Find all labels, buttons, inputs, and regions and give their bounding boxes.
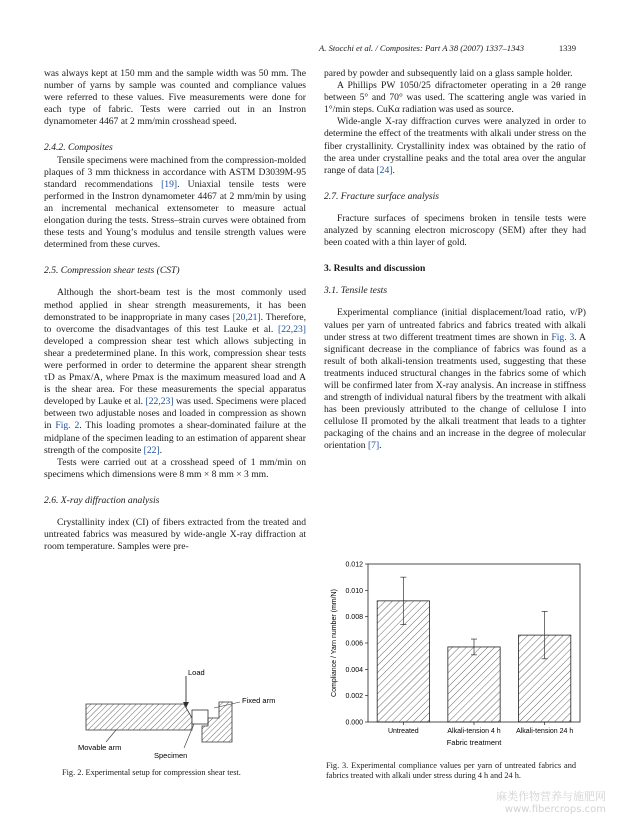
x-tick-label: Alkali-tension 24 h [516, 728, 574, 735]
running-title: A. Stocchi et al. / Composites: Part A 38 (2007) 1337–1343 [319, 43, 524, 53]
bar [448, 647, 500, 722]
left-column [44, 68, 306, 553]
paragraph-intro: was always kept at 150 mm and the sample width was 50 mm. The number of yarns by sample was counted and compliance values were referred to these values. Five measurements were done for each type of fabric. Tests were carried out in an Instron dynamometer 4467 at 2 mm/min crosshead speed. [44, 68, 306, 128]
compression-shear-diagram [44, 666, 306, 766]
paragraph-tensile: Experimental compliance (initial displacement/load ratio, v/P) values per yarn of untreated fabrics and fabrics treated with alkali under stress at two different treatment times are shown in Fig. 3. A significant decrease in the compliance of fabrics was found as a result of both alkali-tension treatments used, suggesting that these treatments induced structural changes in the fabrics some of which will be confirmed later from X-ray analysis. An increase in stiffness and strength of individual natural fibers by the treatment with alkali has been previously attributed to the change of cellulose I into cellulose II promoted by the alkali treatment that leads to a tighter packaging of the chains and an increase in the degree of molecular orientation [7]. [324, 307, 586, 452]
y-tick-label: 0.008 [345, 614, 363, 622]
citation-link[interactable]: [19] [161, 178, 178, 190]
y-tick-label: 0.006 [345, 640, 363, 648]
x-axis-label: Fabric treatment [446, 738, 502, 747]
label-fixed-arm: Fixed arm [242, 696, 276, 705]
page-number: 1339 [558, 43, 576, 53]
section-3-heading: 3. Results and discussion [324, 263, 426, 275]
y-tick-label: 0.000 [345, 719, 363, 727]
specimen-shape [192, 710, 208, 724]
y-tick-label: 0.012 [345, 561, 363, 569]
section-3-1-heading: 3.1. Tensile tests [324, 285, 388, 297]
paragraph-cst: Although the short-beam test is the most commonly used method applied in shear strength measurements, it has been demonstrated to be inappropriate in many cases [20,21]. Therefore, to overcome the disadvantages of this test Lauke et al. [22,23] developed a compression shear test which allows subjecting in shear a predetermined plane. In this work, compression shear tests were performed in order to determine the apparent shear strength τD as Pmax/A, where Pmax is the maximum measured load and A is the shear area. For these measurements the special apparatus developed by Lauke et al. [22,23] was used. Specimens were placed between two adjustable noses and loaded in compression as shown in Fig. 2. This loading promotes a shear-dominated failure at the midplane of the specimen leading to an estimation of apparent shear strength of the composite [22]. [44, 287, 306, 456]
y-axis-label: Compliance / Yarn number (mm/N) [331, 589, 338, 697]
paragraph-xray: Crystallinity index (CI) of fibers extracted from the treated and untreated fabrics was measured by wide-angle X-ray diffraction at room temperature. Samples were pre- [44, 517, 306, 553]
watermark-line-2: www.fibercrops.com [504, 804, 606, 815]
citation-link[interactable]: [24] [376, 164, 393, 176]
y-tick-label: 0.004 [345, 666, 363, 674]
x-tick-label: Alkali-tension 4 h [447, 728, 501, 735]
right-column [324, 68, 586, 453]
citation-link[interactable]: [22] [143, 444, 160, 456]
paragraph-fracture: Fracture surfaces of specimens broken in tensile tests were analyzed by scanning electron microscopy (SEM) after they had been coated with a thin layer of gold. [324, 212, 586, 249]
section-2-5-heading: 2.5. Compression shear tests (CST) [44, 265, 180, 277]
paragraph-composites: Tensile specimens were machined from the compression-molded plaques of 3 mm thickness in accordance with ASTM D3039M-95 standard recommendations [19]. Uniaxial tensile tests were performed in the Instron dynamometer 4467 at 2 mm/min by using an incremental mechanical extensometer to measure actual elongation during the tests. Stress–strain curves were obtained from these tests and Young’s modulus and tensile strength values were determined from these curves. [44, 154, 307, 251]
paragraph-continued: pared by powder and subsequently laid on a glass sample holder. [324, 68, 573, 79]
figure-3-caption: Fig. 3. Experimental compliance values per yarn of untreated fabrics and fabrics treated with alkali under stress during 4 h and 24 h. [326, 761, 576, 780]
paragraph-cst-speed: Tests were carried out at a crosshead speed of 1 mm/min on specimens which dimensions were 8 mm × 8 mm × 3 mm. [44, 456, 306, 480]
site-watermark [496, 790, 606, 816]
x-tick-label: Untreated [387, 728, 419, 735]
citation-link[interactable]: [22,23] [278, 323, 306, 335]
citation-link[interactable]: [22,23] [145, 396, 174, 408]
y-tick-label: 0.010 [345, 587, 363, 595]
figure-3 [324, 556, 586, 786]
paragraph-waxd: Wide-angle X-ray diffraction curves were analyzed in order to determine the effect of the treatments with alkali under stress on the fiber crystallinity. Crystallinity index was obtained by the ratio of the area under crystalline peaks and the total area over the angular range of data [24]. [324, 116, 586, 176]
section-2-4-2-heading: 2.4.2. Composites [44, 142, 113, 154]
paragraph-diffractometer: A Phillips PW 1050/25 difractometer operating in a 2θ range between 5° and 70° was used. The scattering angle was varied in 1°/min steps. CuKα radiation was used as source. [324, 80, 586, 116]
running-header [44, 43, 576, 57]
y-tick-label: 0.002 [345, 693, 363, 701]
watermark-line-1: 麻类作物营养与施肥网 [496, 790, 606, 803]
section-2-7-heading: 2.7. Fracture surface analysis [324, 190, 440, 202]
section-2-6-heading: 2.6. X-ray diffraction analysis [44, 494, 160, 506]
label-specimen: Specimen [154, 751, 188, 760]
figure-link[interactable]: Fig. 2 [55, 420, 80, 432]
citation-link[interactable]: [20,21] [232, 311, 261, 323]
label-movable-arm: Movable arm [78, 743, 122, 752]
figure-link[interactable]: Fig. 3 [551, 331, 575, 343]
compliance-bar-chart [324, 556, 586, 756]
label-load: Load [188, 668, 205, 677]
movable-arm-shape [86, 704, 192, 730]
figure-2-caption: Fig. 2. Experimental setup for compression shear test. [62, 768, 241, 777]
figure-2 [44, 666, 306, 778]
citation-link[interactable]: [7] [367, 440, 380, 452]
